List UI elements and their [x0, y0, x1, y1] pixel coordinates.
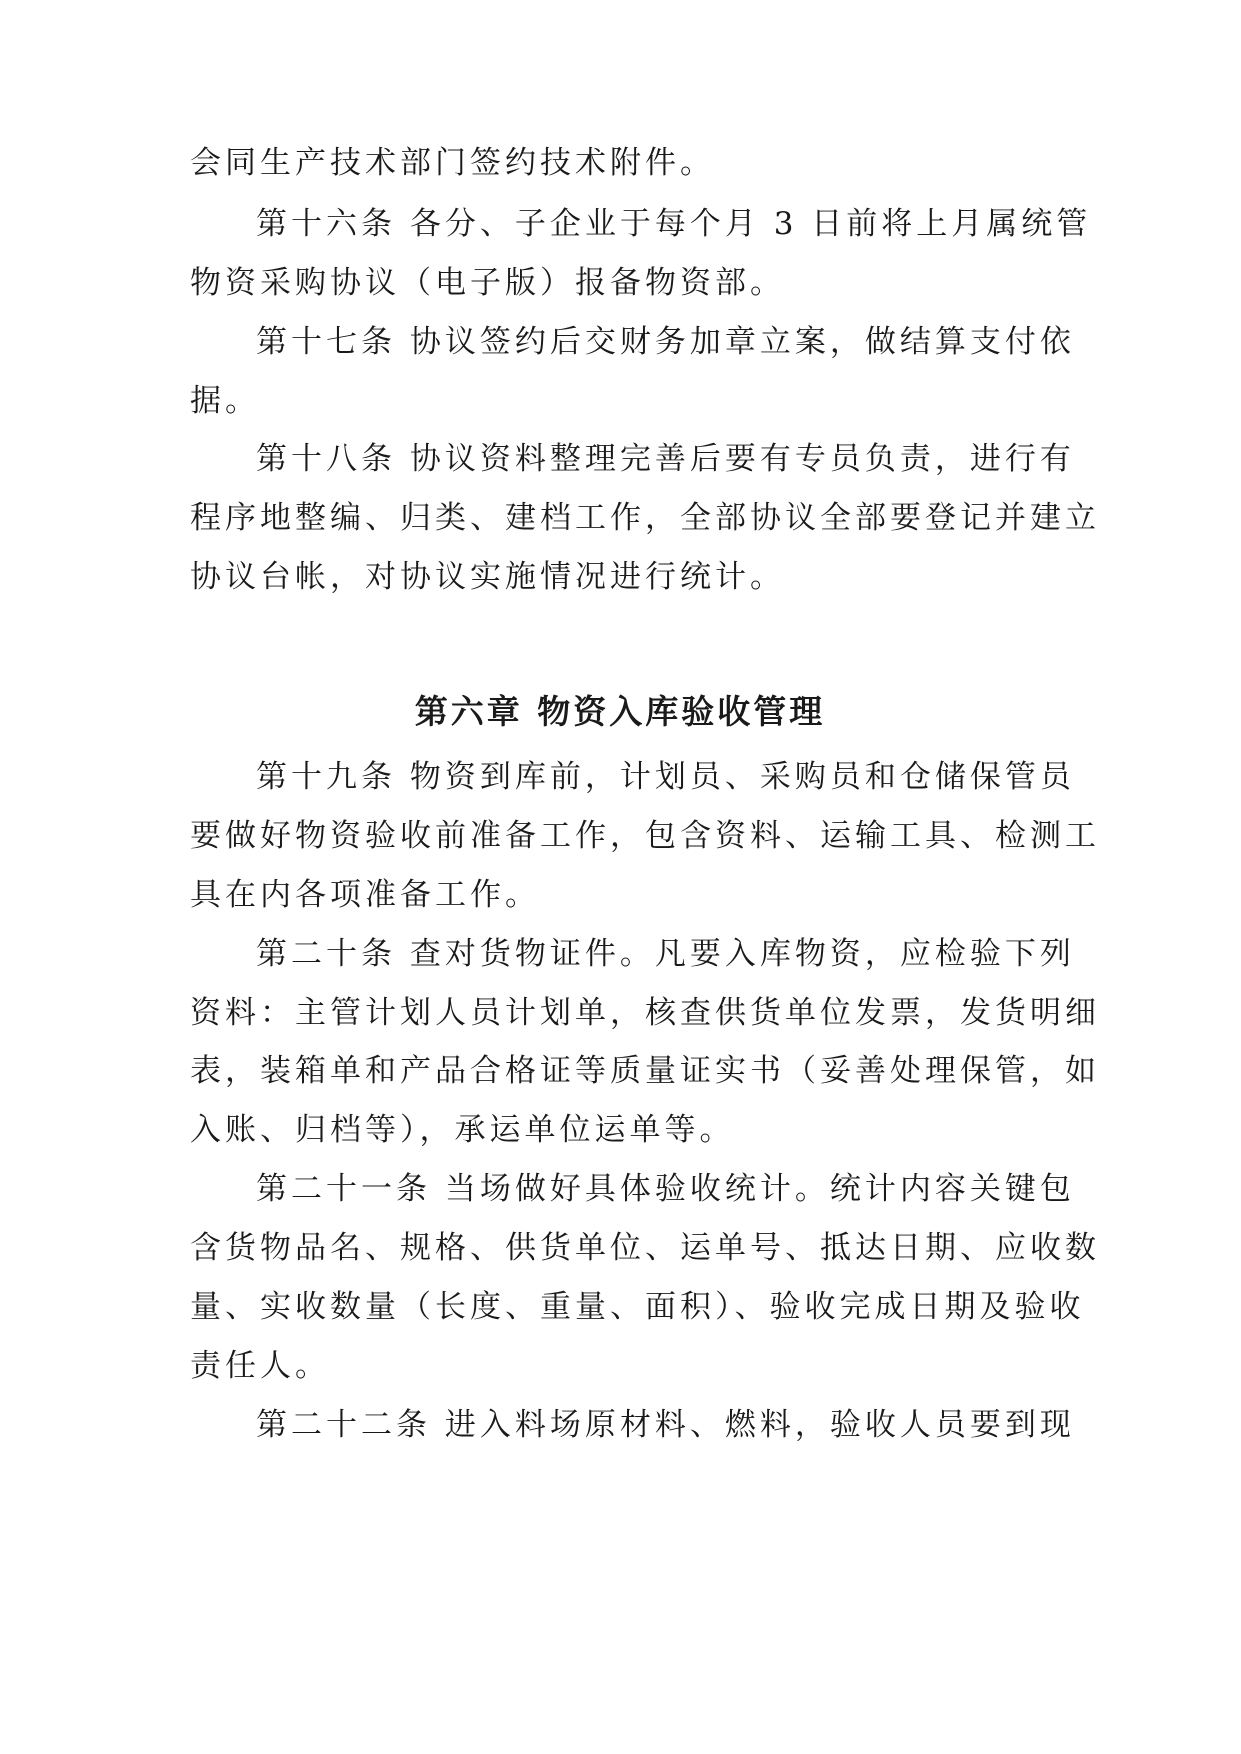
text-line: 会同生产技术部门签约技术附件。	[190, 145, 715, 181]
text-line: 量、实收数量（长度、重量、面积）、验收完成日期及验收	[190, 1289, 1085, 1325]
text-line: 具在内各项准备工作。	[190, 877, 540, 913]
article-19-line: 第十九条 物资到库前，计划员、采购员和仓储保管员	[256, 759, 1075, 795]
text-line: 表，装箱单和产品合格证等质量证实书（妥善处理保管，如	[190, 1053, 1100, 1089]
text-line: 要做好物资验收前准备工作，包含资料、运输工具、检测工	[190, 818, 1100, 854]
article-18-line: 第十八条 协议资料整理完善后要有专员负责，进行有	[256, 441, 1075, 477]
text-line: 程序地整编、归类、建档工作，全部协议全部要登记并建立	[190, 500, 1100, 536]
text-line: 责任人。	[190, 1348, 330, 1384]
text-line: 据。	[190, 383, 260, 419]
article-16-line: 第十六条 各分、子企业于每个月 3 日前将上月属统管	[256, 206, 1092, 242]
chapter-heading: 第六章 物资入库验收管理	[414, 692, 826, 731]
article-22-line: 第二十二条 进入料场原材料、燃料，验收人员要到现	[256, 1407, 1075, 1443]
text-line: 入账、归档等），承运单位运单等。	[190, 1112, 735, 1148]
text-line: 协议台帐，对协议实施情况进行统计。	[190, 559, 785, 595]
text-line: 物资采购协议（电子版）报备物资部。	[190, 265, 785, 301]
article-20-line: 第二十条 查对货物证件。凡要入库物资，应检验下列	[256, 936, 1075, 972]
text-line: 资料：主管计划人员计划单，核查供货单位发票，发货明细	[190, 995, 1100, 1031]
text-line: 含货物品名、规格、供货单位、运单号、抵达日期、应收数	[190, 1230, 1100, 1266]
article-17-line: 第十七条 协议签约后交财务加章立案，做结算支付依	[256, 324, 1075, 360]
article-21-line: 第二十一条 当场做好具体验收统计。统计内容关键包	[256, 1171, 1075, 1207]
